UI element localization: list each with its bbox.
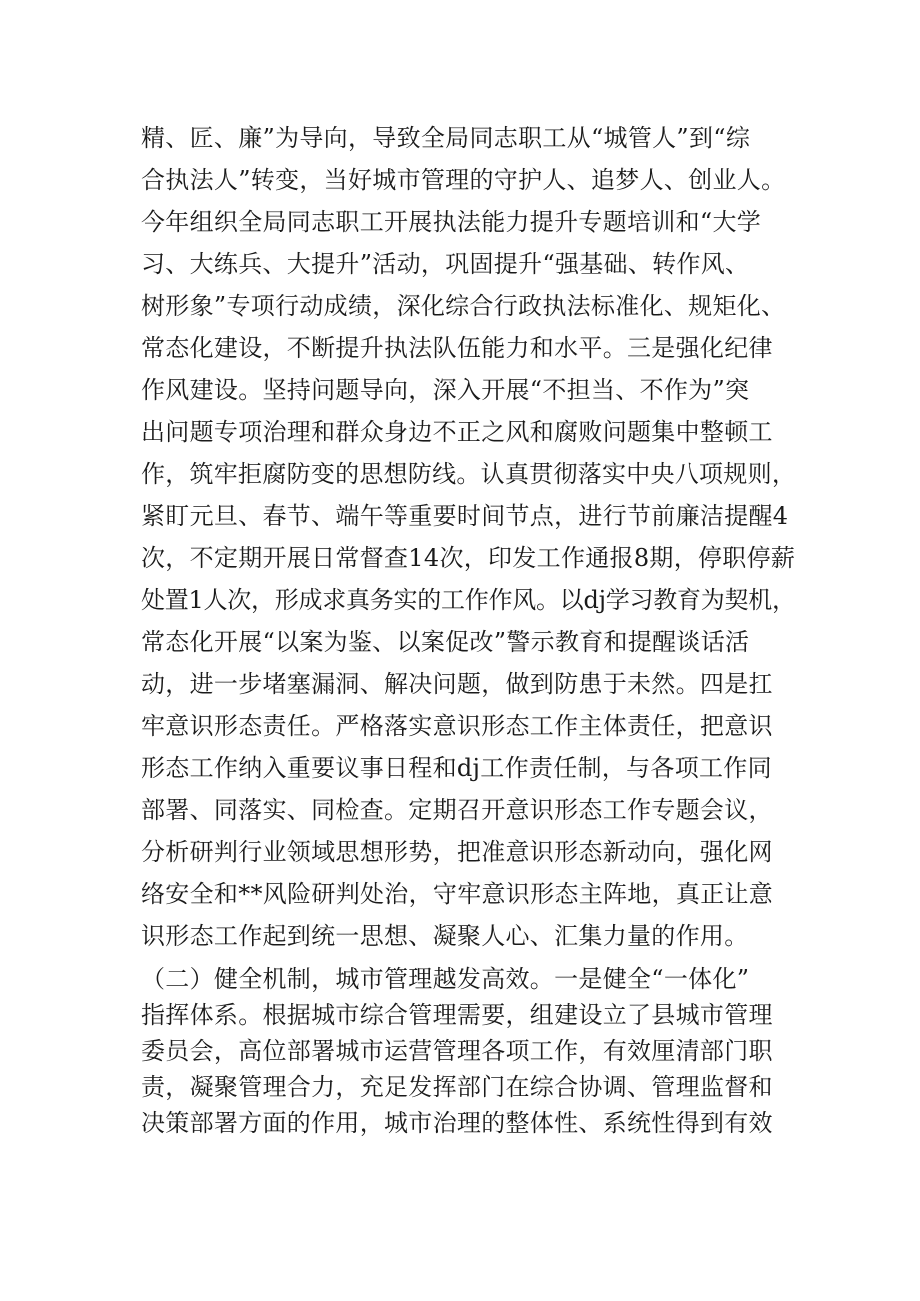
text-line: 习、大练兵、大提升”活动，巩固提升“强基础、转作风、	[141, 250, 750, 278]
text-line: 形态工作纳入重要议事日程和dj工作责任制，与各项工作同	[141, 754, 772, 782]
text-line: 决策部署方面的作用，城市治理的整体性、系统性得到有效	[141, 1109, 773, 1137]
text-line: 委员会，高位部署城市运营管理各项工作，有效厘清部门职	[141, 1037, 773, 1065]
text-line: 络安全和**风险研判处治，守牢意识形态主阵地，真正让意	[141, 880, 774, 908]
text-line: 牢意识形态责任。严格落实意识形态工作主体责任，把意识	[141, 712, 773, 740]
text-line: 常态化建设，不断提升执法队伍能力和水平。三是强化纪律	[141, 334, 773, 362]
text-line: 责，凝聚管理合力，充足发挥部门在综合协调、管理监督和	[141, 1073, 773, 1101]
text-line: 动，进一步堵塞漏洞、解决问题，做到防患于未然。四是扛	[141, 670, 773, 698]
text-line: 紧盯元旦、春节、端午等重要时间节点，进行节前廉洁提醒4	[141, 502, 789, 530]
text-line: 处置1人次，形成求真务实的工作作风。以dj学习教育为契机，	[141, 586, 796, 614]
text-line: 作，筑牢拒腐防变的思想防线。认真贯彻落实中央八项规则，	[141, 460, 797, 488]
text-line: 出问题专项治理和群众身边不正之风和腐败问题集中整顿工	[141, 418, 773, 446]
text-line: 常态化开展“以案为鉴、以案促改”警示教育和提醒谈话活	[141, 628, 750, 656]
text-line: 合执法人”转变，当好城市管理的守护人、追梦人、创业人。	[141, 166, 786, 194]
text-line: 树形象”专项行动成绩，深化综合行政执法标准化、规矩化、	[141, 292, 786, 320]
text-line: 部署、同落实、同检查。定期召开意识形态工作专题会议，	[141, 796, 773, 824]
text-line: 今年组织全局同志职工开展执法能力提升专题培训和“大学	[141, 208, 762, 236]
text-line: 次，不定期开展日常督查14次，印发工作通报8期，停职停薪	[141, 544, 796, 572]
text-line: 精、匠、廉”为导向，导致全局同志职工从“城管人”到“综	[141, 124, 751, 152]
section-heading-line: （二）健全机制，城市管理越发高效。一是健全“一体化”	[141, 965, 750, 993]
text-line: 指挥体系。根据城市综合管理需要，组建设立了县城市管理	[141, 1001, 773, 1029]
text-line: 作风建设。坚持问题导向，深入开展“不担当、不作为”突	[141, 376, 750, 404]
text-line: 分析研判行业领域思想形势，把准意识形态新动向，强化网	[141, 838, 773, 866]
text-line: 识形态工作起到统一思想、凝聚人心、汇集力量的作用。	[141, 922, 749, 950]
